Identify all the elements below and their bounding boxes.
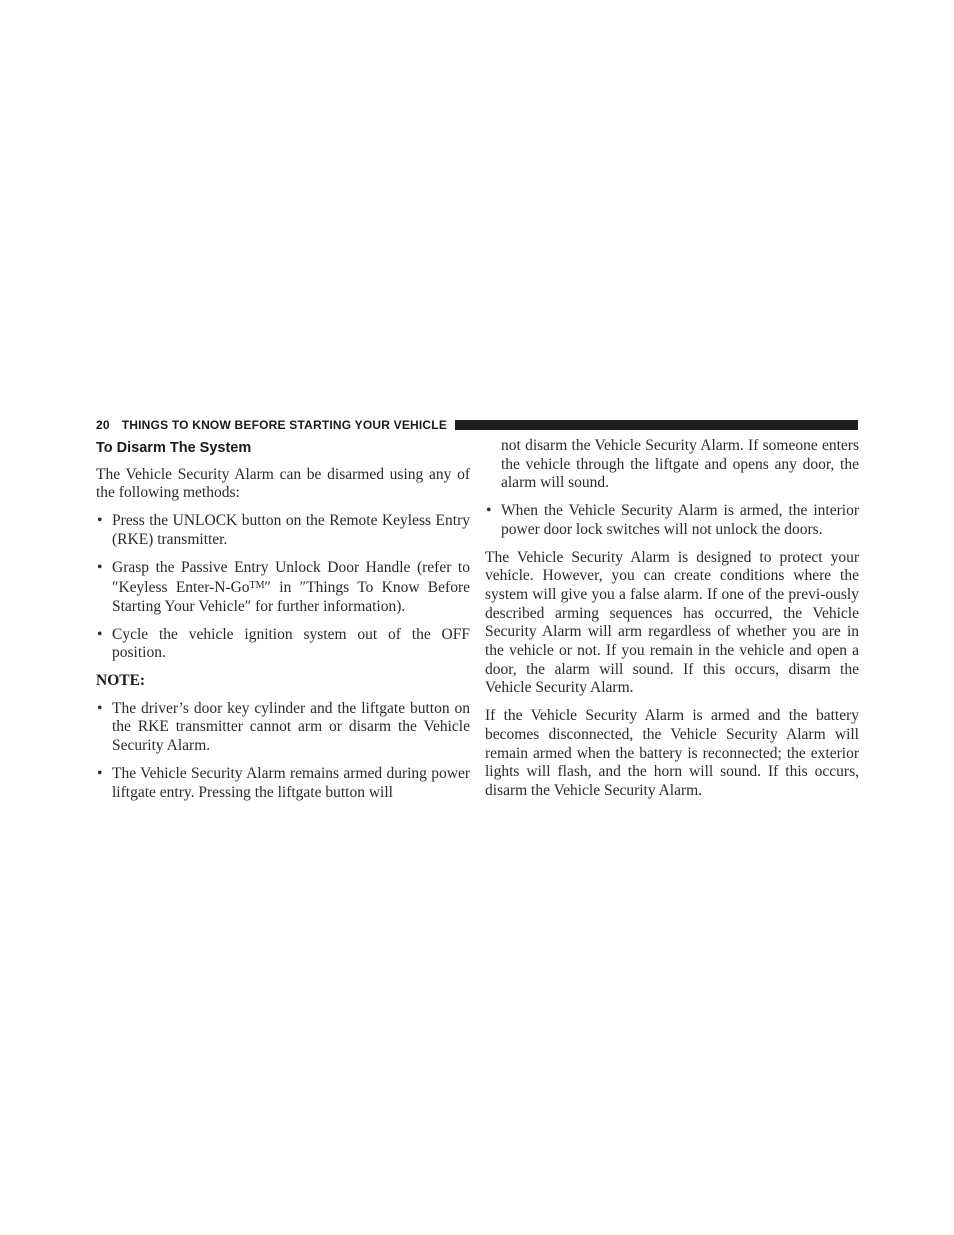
passive-entry-text: Grasp the Passive Entry Unlock Door Handle (refer to ″Keyless Enter-N-Go [112, 558, 470, 597]
intro-paragraph: The Vehicle Security Alarm can be disarmed using any of the following methods: [96, 465, 470, 502]
page-number: 20 [96, 418, 110, 432]
left-column [96, 437, 470, 811]
note-label: NOTE: [96, 672, 146, 690]
disarm-heading: To Disarm The System [96, 440, 252, 456]
section-title: THINGS TO KNOW BEFORE STARTING YOUR VEHICLE [121, 418, 448, 432]
list-item: • Cycle the vehicle ignition system out of the OFF position. [96, 626, 470, 663]
passive-entry-text-end: ″ in ″Things To Know Before Starting Your Vehicle″ for further information). [112, 579, 470, 615]
note-item-continuation: not disarm the Vehicle Security Alarm. If someone enters the vehicle through the liftgate and opens any door, the alarm will sound. [501, 437, 859, 492]
battery-paragraph: If the Vehicle Security Alarm is armed and the battery becomes disconnected, the Vehicle Security Alarm will remain armed when the battery is reconnected; the exterior lights will flash, and the horn will sound. If this occurs, disarm the Vehicle Security Alarm. [485, 707, 859, 799]
false-alarm-paragraph: The Vehicle Security Alarm is designed to protect your vehicle. However, you can create conditions where the system will give you a false alarm. If one of the previ-ously described arming sequences has occurred, the Vehicle Security Alarm will arm regardless of whether you are in the vehicle or not. If you remain in the vehicle and open a door, the alarm will sound. If this occurs, disarm the Vehicle Security Alarm. [485, 548, 859, 697]
notes-list-continued [485, 437, 859, 540]
header-rule [455, 420, 858, 430]
list-item-passive-entry [96, 559, 470, 617]
notes-list [96, 700, 470, 803]
disarm-methods-list [96, 512, 470, 663]
right-column [485, 437, 859, 810]
trademark-mark: TM [249, 580, 265, 592]
note-item: • The driver’s door key cylinder and the liftgate button on the RKE transmitter cannot arm or disarm the Vehicle Security Alarm. [96, 700, 470, 756]
note-item: • The Vehicle Security Alarm remains armed during power liftgate entry. Pressing the liftgate button will [96, 765, 470, 802]
list-item: • Press the UNLOCK button on the Remote Keyless Entry (RKE) transmitter. [96, 512, 470, 549]
page-header [96, 417, 858, 433]
note-item: • When the Vehicle Security Alarm is armed, the interior power door lock switches will not unlock the doors. [485, 502, 859, 539]
